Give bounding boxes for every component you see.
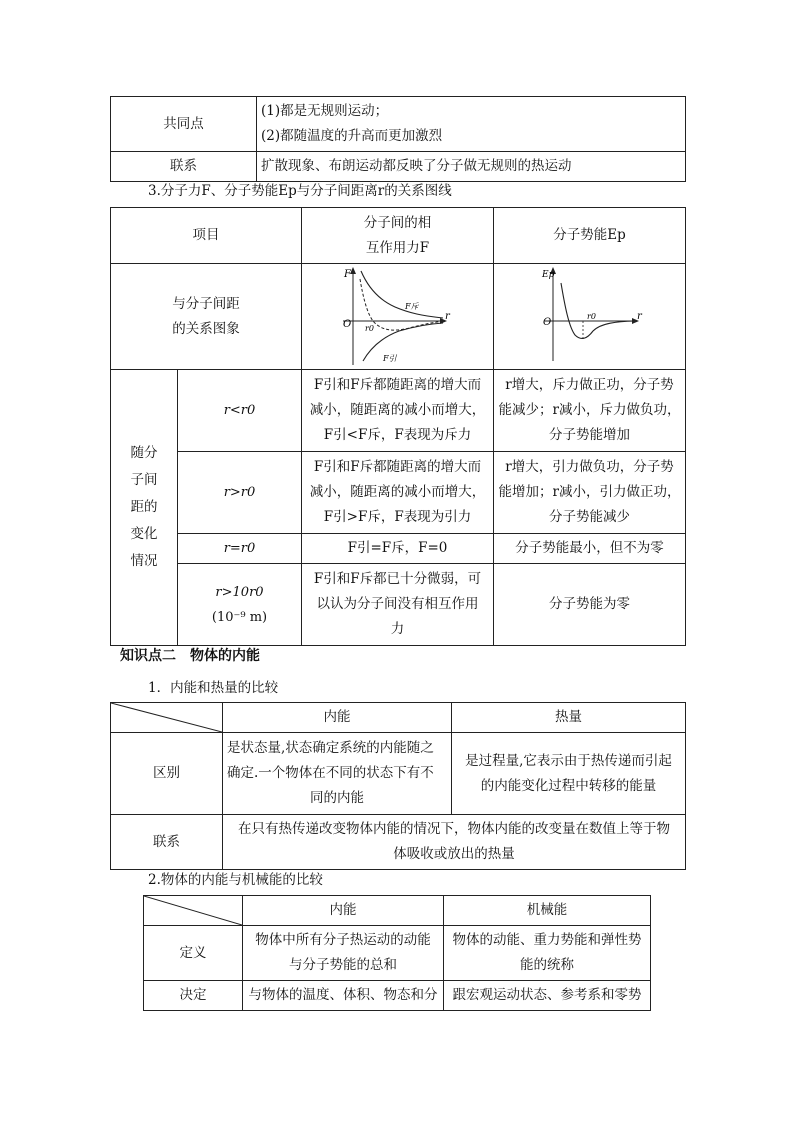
force-attractive-label: F引 xyxy=(382,353,397,363)
group-label-5: 情况 xyxy=(130,553,158,569)
energy-text-line: 分子势能减少 xyxy=(549,509,630,525)
subsection-1-title: 1．内能和热量的比较 xyxy=(148,680,279,696)
graph-row-label-2: 的关系图象 xyxy=(172,320,240,337)
force-graph-cell xyxy=(302,264,494,370)
cond-r-less-r0: r<r0 xyxy=(178,370,302,452)
energy-origin: O xyxy=(542,316,551,328)
header-internal-energy-2: 内能 xyxy=(243,896,444,926)
cond-r-greater-r0: r>r0 xyxy=(178,452,302,534)
common-points-cell xyxy=(257,97,686,152)
cell-text-line: 的内能变化过程中转移的能量 xyxy=(480,777,657,794)
force-x-label: r xyxy=(444,310,450,322)
cond-r-far-line2: (10⁻⁹ m) xyxy=(211,609,268,625)
force-y-label: F xyxy=(343,268,351,280)
internal-energy-determinant: 与物体的温度、体积、物态和分 xyxy=(243,981,444,1011)
header-force-line1: 分子间的相 xyxy=(363,214,432,231)
cell-text-line: 能的统称 xyxy=(520,957,574,973)
energy-y-label: Ep xyxy=(541,269,554,280)
force-text-line: F引和F斥都随距离的增大而 xyxy=(313,459,482,475)
internal-energy-difference xyxy=(223,733,452,815)
energy-r-less-r0 xyxy=(494,370,686,452)
section-3-title: 3.分子力F、分子势能Ep与分子间距离r的关系图线 xyxy=(148,183,452,199)
force-text-line: F引<F斥，F表现为斥力 xyxy=(323,427,472,443)
definition-label: 定义 xyxy=(144,926,243,981)
energy-r-far: 分子势能为零 xyxy=(494,564,686,646)
header-force-line2: 互作用力F xyxy=(365,239,430,256)
force-r-greater-r0 xyxy=(302,452,494,534)
graph-row-label xyxy=(111,264,302,370)
cond-r-far xyxy=(178,564,302,646)
energy-graph-cell xyxy=(494,264,686,370)
force-text-line: F引>F斥，F表现为引力 xyxy=(323,509,472,525)
cell-text-line: 在只有热传递改变物体内能的情况下，物体内能的改变量在数值上等于物 xyxy=(238,821,670,837)
energy-text-line: r增大，斥力做正功，分子势 xyxy=(505,377,674,393)
cell-text-line: 确定.一个物体在不同的状态下有不 xyxy=(227,765,434,781)
subsection-2-title: 2.物体的内能与机械能的比较 xyxy=(148,872,323,888)
header-heat: 热量 xyxy=(452,703,686,733)
cell-text-line: 物体的动能、重力势能和弹性势 xyxy=(452,932,642,948)
difference-label: 区别 xyxy=(111,733,223,815)
force-text-line: 减小，随距离的减小而增大， xyxy=(309,484,486,500)
energy-r-equal-r0: 分子势能最小，但不为零 xyxy=(494,534,686,564)
comparison-table-top xyxy=(110,96,686,182)
connection-label-2: 联系 xyxy=(111,815,223,870)
force-repulsive-label: F斥 xyxy=(404,301,419,311)
force-text-line: F引和F斥都已十分微弱，可 xyxy=(313,571,482,587)
force-text-line: 力 xyxy=(390,621,405,637)
energy-r-greater-r0 xyxy=(494,452,686,534)
energy-x-label: r xyxy=(636,310,642,322)
cond-r-far-line1: r>10r0 xyxy=(215,584,264,600)
force-r0-label: r0 xyxy=(364,323,374,333)
determinant-label: 决定 xyxy=(144,981,243,1011)
cond-r-equal-r0: r=r0 xyxy=(178,534,302,564)
energy-text-line: 分子势能增加 xyxy=(549,427,630,443)
energy-text-line: r增大，引力做负功，分子势 xyxy=(505,459,674,475)
internal-energy-heat-table xyxy=(110,702,686,870)
header-energy: 分子势能Ep xyxy=(494,208,686,264)
energy-r0-label: r0 xyxy=(586,311,596,321)
diagonal-line xyxy=(111,703,222,732)
force-text-line: F引和F斥都随距离的增大而 xyxy=(313,377,482,393)
cell-text-line: 是状态量,状态确定系统的内能随之 xyxy=(227,740,434,756)
common-point-1: (1)都是无规则运动； xyxy=(261,103,389,119)
cell-text-line: 体吸收或放出的热量 xyxy=(393,846,515,862)
force-origin: O xyxy=(342,318,351,330)
energy-text-line: 能减少；r减小，斥力做负功， xyxy=(498,402,681,418)
graph-row-label-1: 与分子间距 xyxy=(172,295,240,312)
connection-label: 联系 xyxy=(111,152,257,182)
force-r-equal-r0: F引=F斥，F=0 xyxy=(302,534,494,564)
molecular-force-table xyxy=(110,207,686,646)
force-r-far xyxy=(302,564,494,646)
mechanical-energy-determinant: 跟宏观运动状态、参考系和零势 xyxy=(444,981,651,1011)
force-r-less-r0 xyxy=(302,370,494,452)
knowledge-point-2-title: 知识点二 物体的内能 xyxy=(120,648,260,664)
diagonal-header-cell xyxy=(144,896,243,926)
force-text-line: 以认为分子间没有相互作用 xyxy=(316,596,479,612)
header-force xyxy=(302,208,494,264)
group-label-cell xyxy=(111,370,178,646)
group-label-1: 随分 xyxy=(130,445,158,461)
header-internal-energy: 内能 xyxy=(223,703,452,733)
internal-mechanical-energy-table xyxy=(143,895,651,1011)
cell-text-line: 是过程量,它表示由于热传递而引起 xyxy=(465,752,672,769)
connection-text-2 xyxy=(223,815,686,870)
force-distance-graph xyxy=(303,265,493,369)
header-item: 项目 xyxy=(111,208,302,264)
mechanical-energy-definition xyxy=(444,926,651,981)
diagonal-header-cell xyxy=(111,703,223,733)
energy-text-line: 能增加；r减小，引力做正功， xyxy=(498,484,681,500)
common-points-label: 共同点 xyxy=(111,97,257,152)
cell-text-line: 物体中所有分子热运动的动能 xyxy=(255,932,431,948)
internal-energy-definition xyxy=(243,926,444,981)
group-label-3: 距的 xyxy=(130,499,158,515)
common-point-2: (2)都随温度的升高而更加激烈 xyxy=(261,128,443,144)
group-label-4: 变化 xyxy=(130,526,158,542)
force-text-line: 减小，随距离的减小而增大， xyxy=(309,402,486,418)
diagonal-line xyxy=(144,896,242,925)
header-mechanical-energy: 机械能 xyxy=(444,896,651,926)
heat-difference xyxy=(452,733,686,815)
cell-text-line: 同的内能 xyxy=(310,790,364,806)
connection-text: 扩散现象、布朗运动都反映了分子做无规则的热运动 xyxy=(257,152,686,182)
group-label-2: 子间 xyxy=(130,472,158,488)
cell-text-line: 与分子势能的总和 xyxy=(289,957,397,973)
energy-distance-graph xyxy=(495,265,685,369)
